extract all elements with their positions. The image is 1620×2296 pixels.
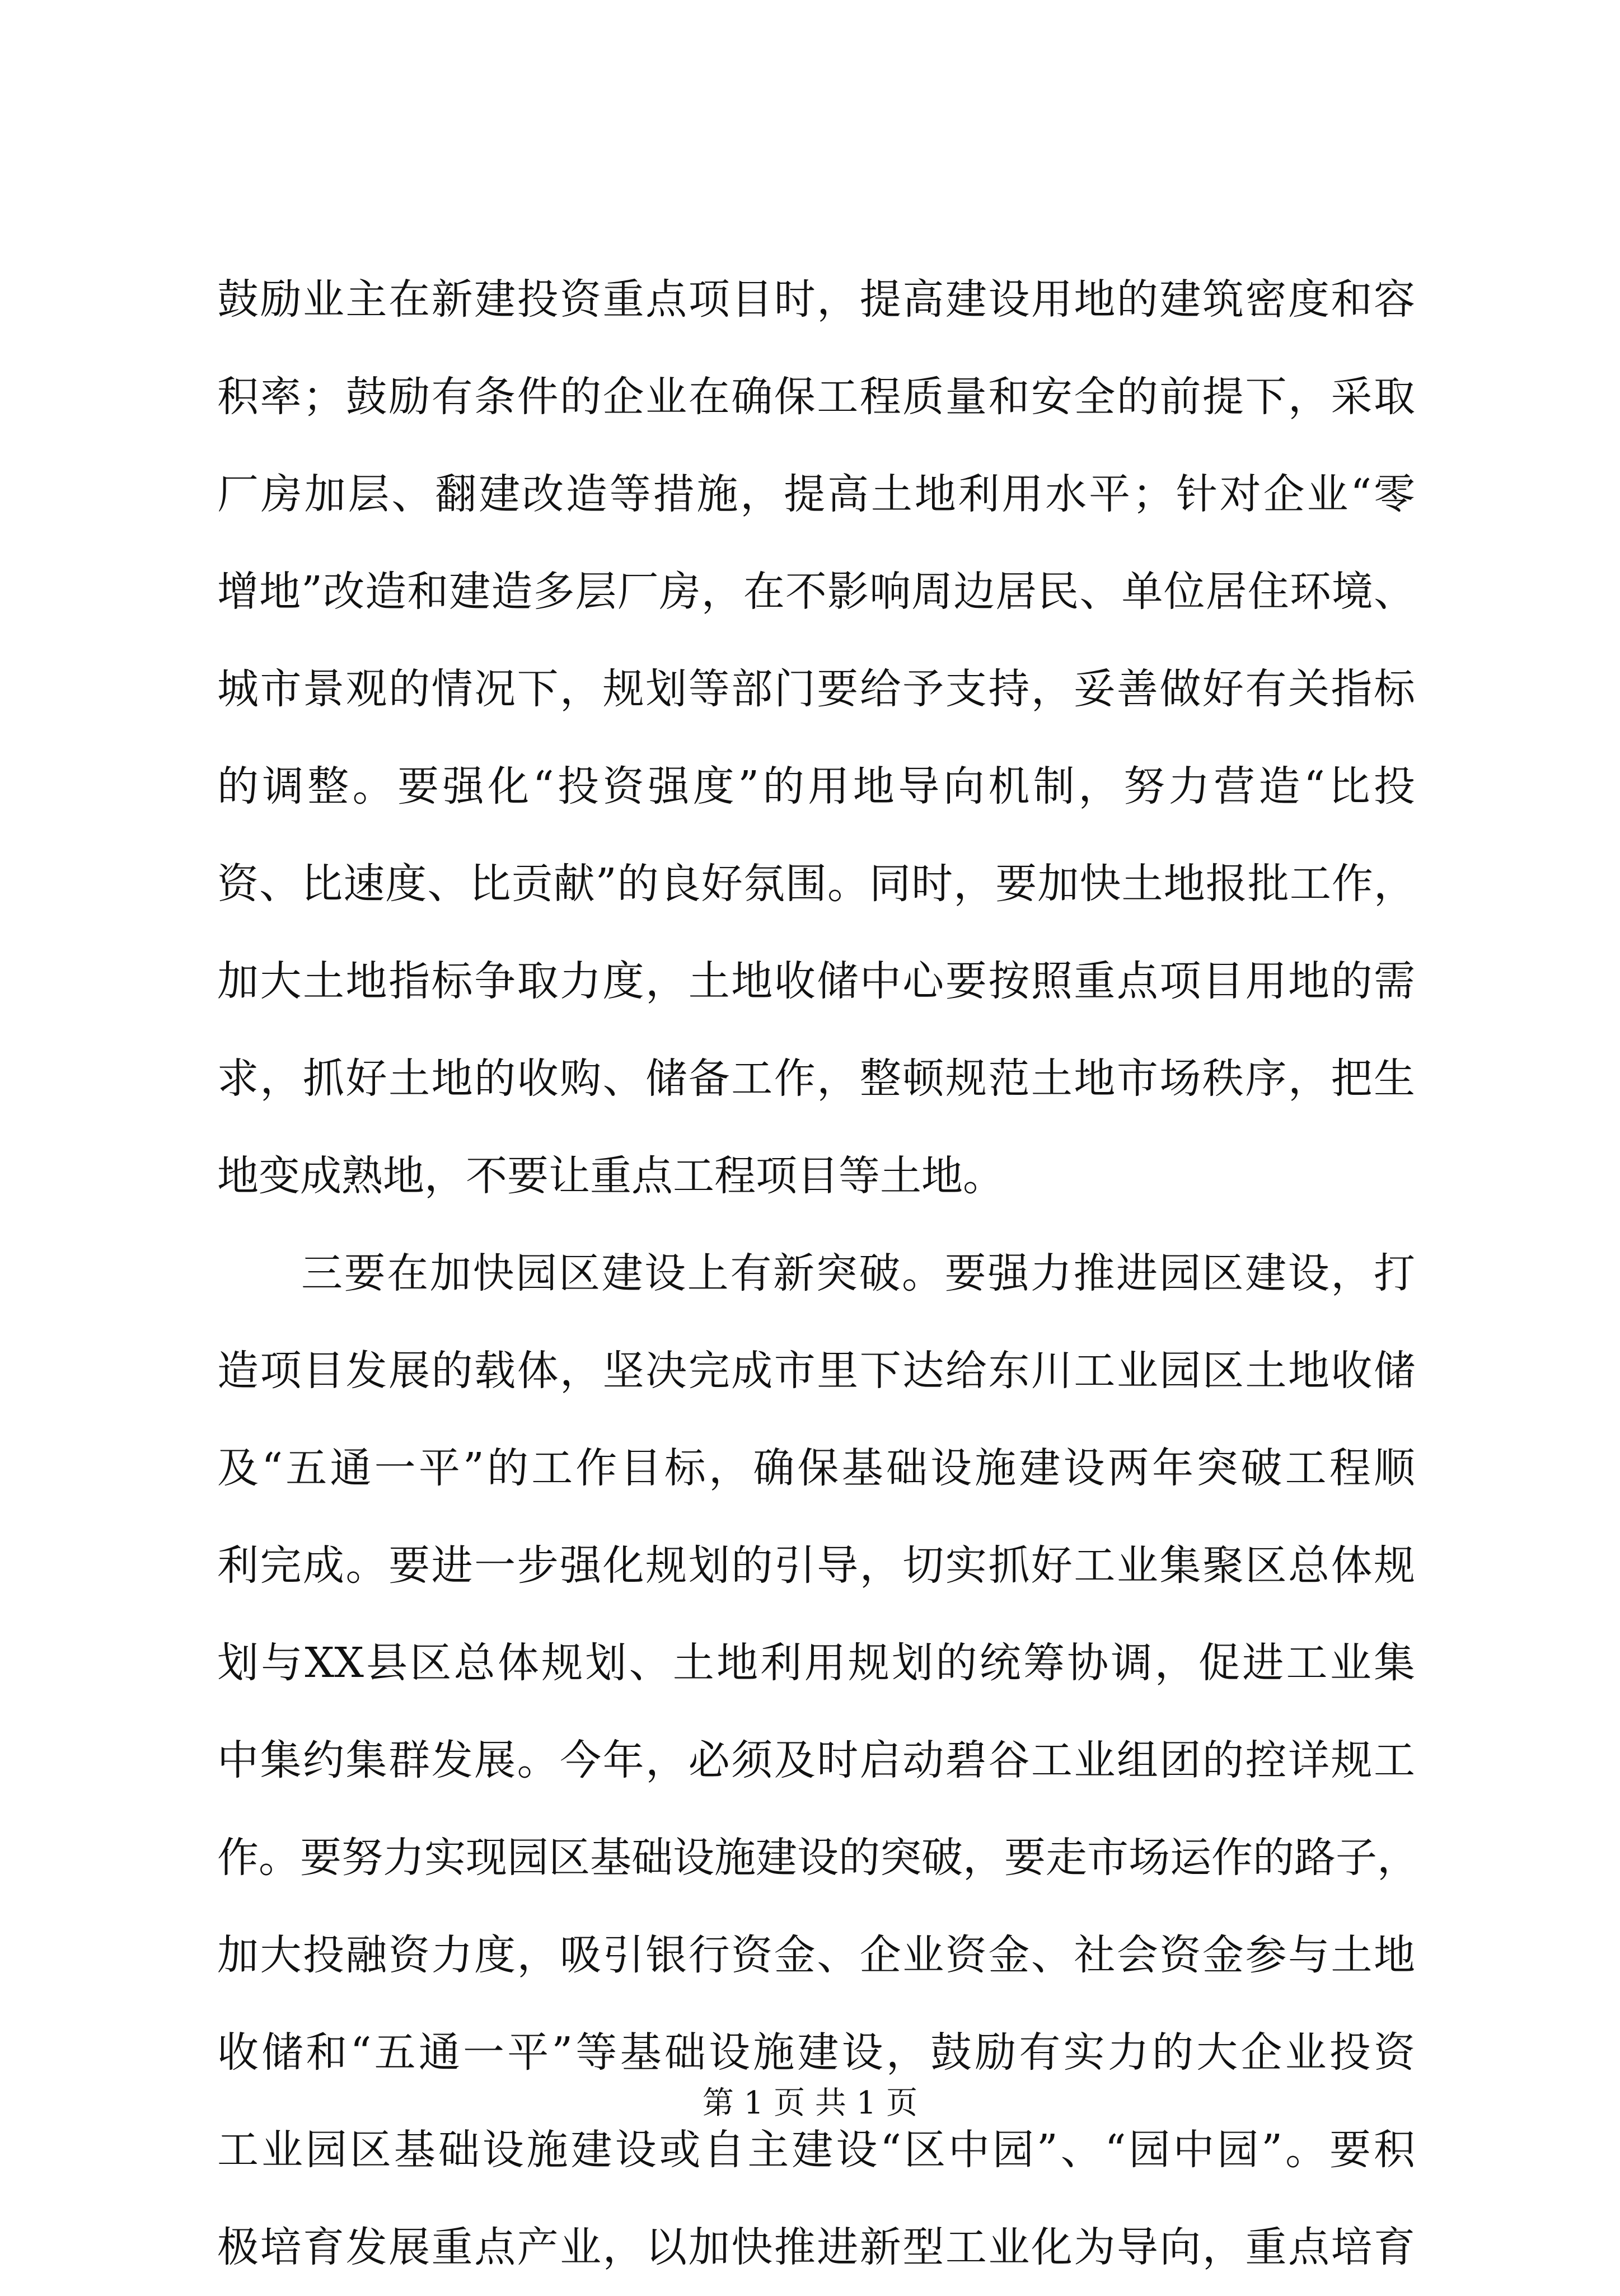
text-line: 的调整。要强化“投资强度”的用地导向机制，努力营造“比投 (217, 762, 1415, 810)
text-line: 划与XX县区总体规划、土地利用规划的统筹协调，促进工业集 (217, 1639, 1415, 1687)
page-footer: 第 1 页 共 1 页 (702, 2085, 918, 2121)
text-line: 厂房加层、翻建改造等措施，提高土地利用水平；针对企业“零 (217, 470, 1415, 518)
text-line: 资、比速度、比贡献”的良好氛围。同时，要加快土地报批工作， (217, 860, 1415, 908)
text-line: 鼓励业主在新建投资重点项目时，提高建设用地的建筑密度和容 (217, 275, 1415, 324)
paragraph (217, 251, 1415, 1225)
text-line: 中集约集群发展。今年，必须及时启动碧谷工业组团的控详规工 (217, 1736, 1415, 1784)
text-line: 作。要努力实现园区基础设施建设的突破，要走市场运作的路子， (217, 1834, 1418, 1882)
text-line: 地变成熟地，不要让重点工程项目等土地。 (217, 1152, 1004, 1200)
text-line: 城市景观的情况下，规划等部门要给予支持，妥善做好有关指标 (217, 665, 1415, 713)
text-line: 三要在加快园区建设上有新突破。要强力推进园区建设，打 (301, 1249, 1415, 1297)
text-line: 及“五通一平”的工作目标，确保基础设施建设两年突破工程顺 (217, 1444, 1415, 1492)
paragraph (217, 1225, 1418, 2296)
text-line: 利完成。要进一步强化规划的引导，切实抓好工业集聚区总体规 (217, 1541, 1415, 1590)
text-line: 加大投融资力度，吸引银行资金、企业资金、社会资金参与土地 (217, 1931, 1415, 1979)
text-line: 积率；鼓励有条件的企业在确保工程质量和安全的前提下，采取 (217, 373, 1415, 421)
text-line: 收储和“五通一平”等基础设施建设，鼓励有实力的大企业投资 (217, 2028, 1415, 2077)
body-text (217, 251, 1418, 2296)
text-line: 增地”改造和建造多层厂房，在不影响周边居民、单位居住环境、 (217, 568, 1415, 616)
text-line: 造项目发展的载体，坚决完成市里下达给东川工业园区土地收储 (217, 1347, 1415, 1395)
text-line: 加大土地指标争取力度，土地收储中心要按照重点项目用地的需 (217, 957, 1415, 1005)
text-line: 工业园区基础设施建设或自主建设“区中园”、“园中园”。要积 (217, 2126, 1415, 2174)
text-line: 求，抓好土地的收购、储备工作，整顿规范土地市场秩序，把生 (217, 1055, 1415, 1103)
text-line: 极培育发展重点产业，以加快推进新型工业化为导向，重点培育 (217, 2223, 1415, 2271)
